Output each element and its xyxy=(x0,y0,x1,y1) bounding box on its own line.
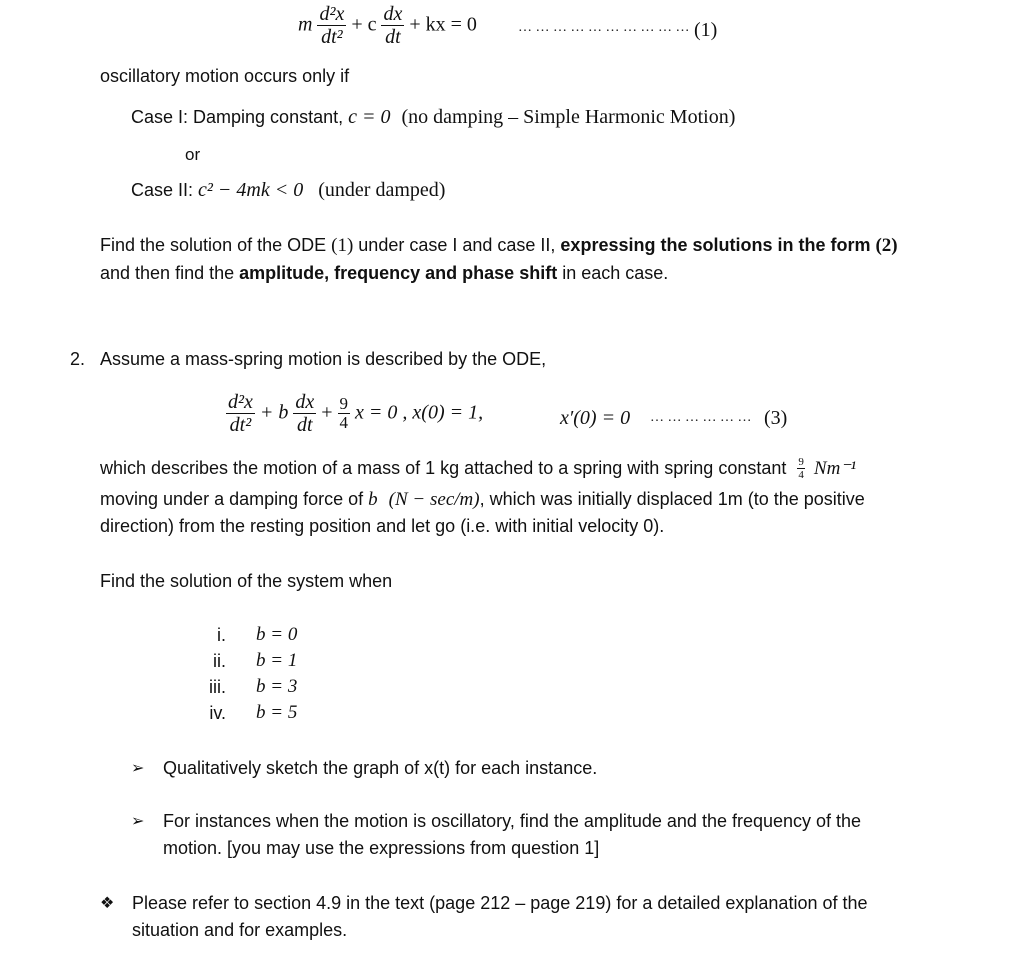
eq3-cond2: x′(0) = 0 xyxy=(560,407,631,429)
case-number: i. xyxy=(217,625,226,645)
find-1-part2: under case I and case II, xyxy=(353,235,561,255)
oscillatory-intro: oscillatory motion occurs only if xyxy=(100,66,350,86)
bullet-2-line1: For instances when the motion is oscillatory, find the amplitude and the frequency of the xyxy=(163,811,862,831)
q2-desc-line2c: (N − sec/m) xyxy=(388,489,480,510)
find-1-part1: Find the solution of the ODE xyxy=(100,235,332,255)
equation-3 xyxy=(226,392,483,436)
note-line2: situation and for examples. xyxy=(132,920,348,940)
q2-desc-line3: direction) from the resting position and let go (i.e. with initial velocity 0). xyxy=(100,516,665,536)
eq1-label: (1) xyxy=(694,19,718,41)
eq1-second-derivative xyxy=(317,4,346,48)
eq1-dt: dt xyxy=(385,26,401,48)
note-line1: Please refer to section 4.9 in the text (page 212 – page 219) for a detailed explanation of the xyxy=(132,893,868,913)
case-value: b = 0 xyxy=(256,624,298,645)
find-1-ref1: (1) xyxy=(331,235,354,256)
diamond-bullet-icon: ❖ xyxy=(100,895,115,912)
find-1-part4: in each case. xyxy=(557,263,669,283)
eq3-first-derivative xyxy=(293,392,316,436)
arrow-bullet-icon: ➢ xyxy=(131,760,145,777)
case-value: b = 5 xyxy=(256,702,298,723)
spring-constant-fraction xyxy=(797,457,805,481)
eq1-dt2: dt² xyxy=(321,26,343,48)
q2-find-text: Find the solution of the system when xyxy=(100,571,393,591)
eq3-d2x: d²x xyxy=(228,391,253,413)
eq3-rest: x = 0 , x(0) = 1, xyxy=(355,401,484,424)
case-value: b = 1 xyxy=(256,650,298,671)
case-1-math: c = 0 xyxy=(348,106,391,128)
case-2-line xyxy=(131,179,445,202)
spring-num: 9 xyxy=(798,456,804,469)
eq3-dt2: dt² xyxy=(229,414,252,436)
eq1-dots: … … … … … … … … … … xyxy=(518,20,690,35)
find-1-line2 xyxy=(100,263,668,284)
case-1-desc: (no damping – Simple Harmonic Motion) xyxy=(401,106,736,128)
case-value: b = 3 xyxy=(256,676,298,697)
case-1-line xyxy=(131,106,735,129)
find-1-bold2: amplitude, frequency and phase shift xyxy=(239,263,558,283)
spring-den: 4 xyxy=(798,469,804,482)
arrow-bullet-icon: ➢ xyxy=(131,813,145,830)
find-1-ref2: (2) xyxy=(875,235,898,256)
or-text: or xyxy=(185,145,201,164)
bullet-2-line2: motion. [you may use the expressions from question 1] xyxy=(163,838,600,858)
eq3-dx: dx xyxy=(295,391,315,413)
q2-number: 2. xyxy=(70,349,86,369)
find-1-part3: and then find the xyxy=(100,263,240,283)
eq1-dx: dx xyxy=(383,3,403,25)
case-2-prefix: Case II: xyxy=(131,180,194,200)
case-2-desc: (under damped) xyxy=(318,179,446,201)
eq3-dt: dt xyxy=(297,414,313,436)
eq3-dots: … … … … … … xyxy=(650,410,752,425)
eq3-label: (3) xyxy=(764,407,788,429)
equation-1 xyxy=(298,4,477,48)
case-1-prefix: Case I: Damping constant, xyxy=(131,107,344,127)
case-number: ii. xyxy=(213,651,226,671)
eq1-m: m xyxy=(298,13,313,36)
q2-desc-line1 xyxy=(100,457,856,481)
eq3-four: 4 xyxy=(339,413,349,433)
eq1-rest: + kx = 0 xyxy=(409,13,477,36)
case-number: iv. xyxy=(209,703,226,723)
eq3-second-derivative xyxy=(226,392,255,436)
eq1-d2x: d²x xyxy=(319,3,345,25)
eq1-first-derivative xyxy=(381,4,404,48)
q2-desc-line2b: b xyxy=(368,489,378,510)
bullet-1: Qualitatively sketch the graph of x(t) for each instance. xyxy=(163,758,598,778)
q2-desc-line1-text: which describes the motion of a mass of 1 kg attached to a spring with spring constant xyxy=(100,458,787,478)
q2-desc-line2d: , which was initially displaced 1m (to the positive xyxy=(479,489,865,509)
eq3-nine-quarters xyxy=(338,395,351,433)
q2-intro: Assume a mass-spring motion is described by the ODE, xyxy=(100,349,547,369)
q2-desc-line2 xyxy=(100,489,865,511)
eq3-plus: + xyxy=(321,401,333,424)
find-1-bold1: expressing the solutions in the form xyxy=(560,235,876,255)
spring-unit: Nm⁻¹ xyxy=(813,458,857,479)
eq3-nine: 9 xyxy=(339,394,349,414)
eq1-plus-c: + c xyxy=(351,13,377,36)
find-1-line1 xyxy=(100,235,898,257)
q2-desc-line2a: moving under a damping force of xyxy=(100,489,369,509)
case-number: iii. xyxy=(209,677,226,697)
case-2-math: c² − 4mk < 0 xyxy=(198,179,304,201)
eq3-plus-b: + b xyxy=(259,401,289,424)
